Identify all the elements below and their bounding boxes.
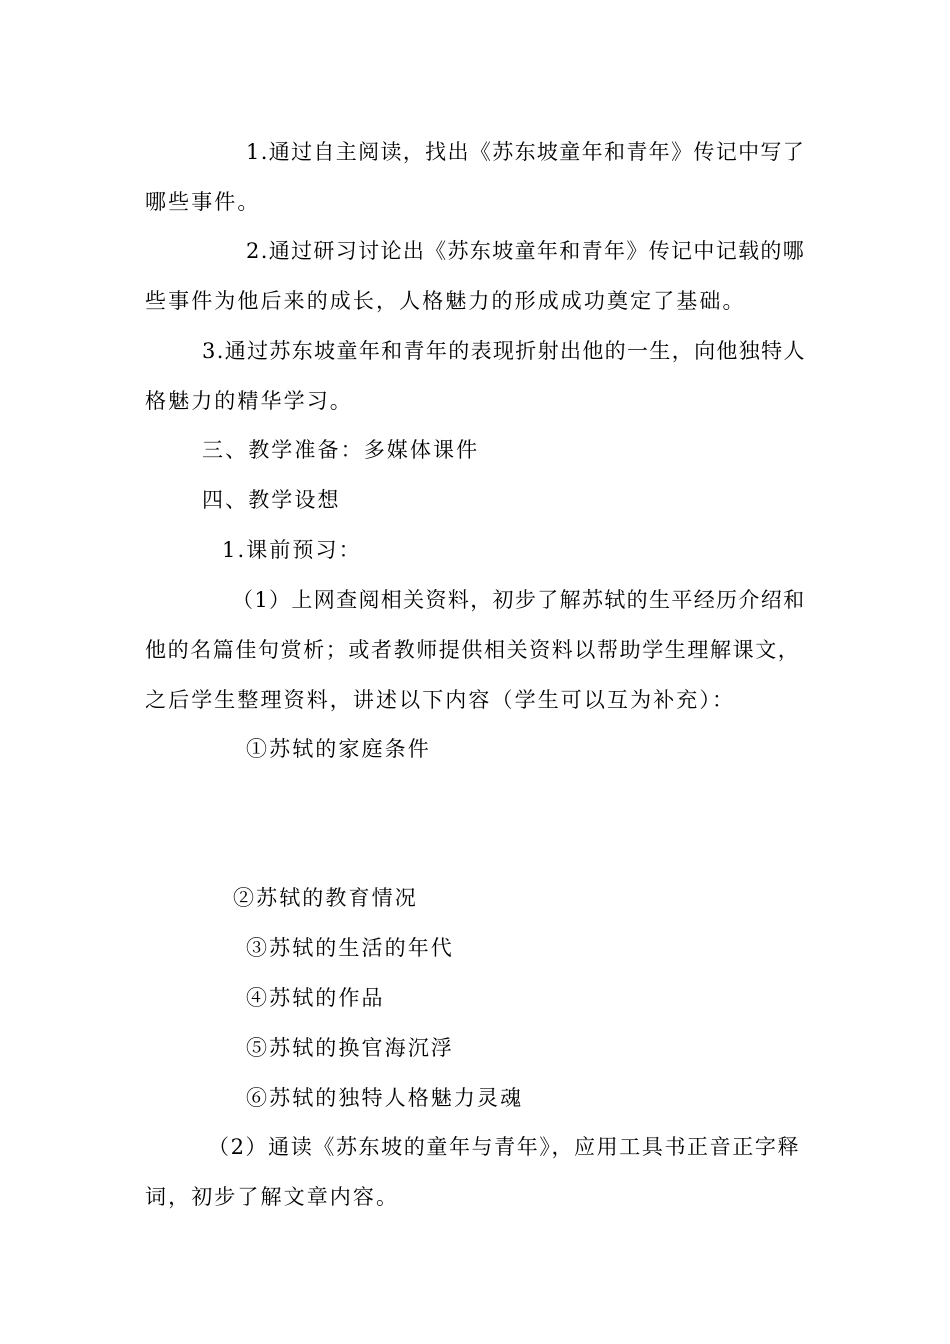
preview-title: 1.课前预习：	[222, 538, 362, 562]
topic-5: ⑤苏轼的换官海沉浮	[246, 1036, 454, 1060]
item-1-line-2: 他的名篇佳句赏析；或者教师提供相关资料以帮助学生理解课文，	[145, 638, 801, 662]
objective-2-line-2: 些事件为他后来的成长，人格魅力的形成成功奠定了基础。	[145, 289, 746, 313]
item-2-line-2: 词，初步了解文章内容。	[145, 1185, 400, 1209]
item-1-line-3: 之后学生整理资料，讲述以下内容（学生可以互为补充）：	[145, 688, 736, 712]
item-1-line-1: （1）上网查阅相关资料，初步了解苏轼的生平经历介绍和	[232, 588, 806, 612]
topic-3: ③苏轼的生活的年代	[246, 936, 454, 960]
objective-1-line-2: 哪些事件。	[145, 190, 261, 214]
topic-1: ①苏轼的家庭条件	[246, 737, 431, 761]
objective-3-line-2: 格魅力的精华学习。	[145, 389, 353, 413]
objective-1-line-1: 1.通过自主阅读，找出《苏东坡童年和青年》传记中写了	[246, 140, 806, 164]
topic-2: ②苏轼的教育情况	[233, 886, 418, 910]
section-3-heading: 三、教学准备：多媒体课件	[202, 438, 480, 462]
topic-4: ④苏轼的作品	[246, 986, 385, 1010]
topic-6: ⑥苏轼的独特人格魅力灵魂	[246, 1086, 524, 1110]
item-2-line-1: （2）通读《苏东坡的童年与青年》，应用工具书正音正字释	[208, 1135, 801, 1159]
objective-2-line-1: 2.通过研习讨论出《苏东坡童年和青年》传记中记载的哪	[246, 239, 806, 263]
section-4-heading: 四、教学设想	[202, 488, 341, 512]
objective-3-line-1: 3.通过苏东坡童年和青年的表现折射出他的一生，向他独特人	[202, 339, 806, 363]
